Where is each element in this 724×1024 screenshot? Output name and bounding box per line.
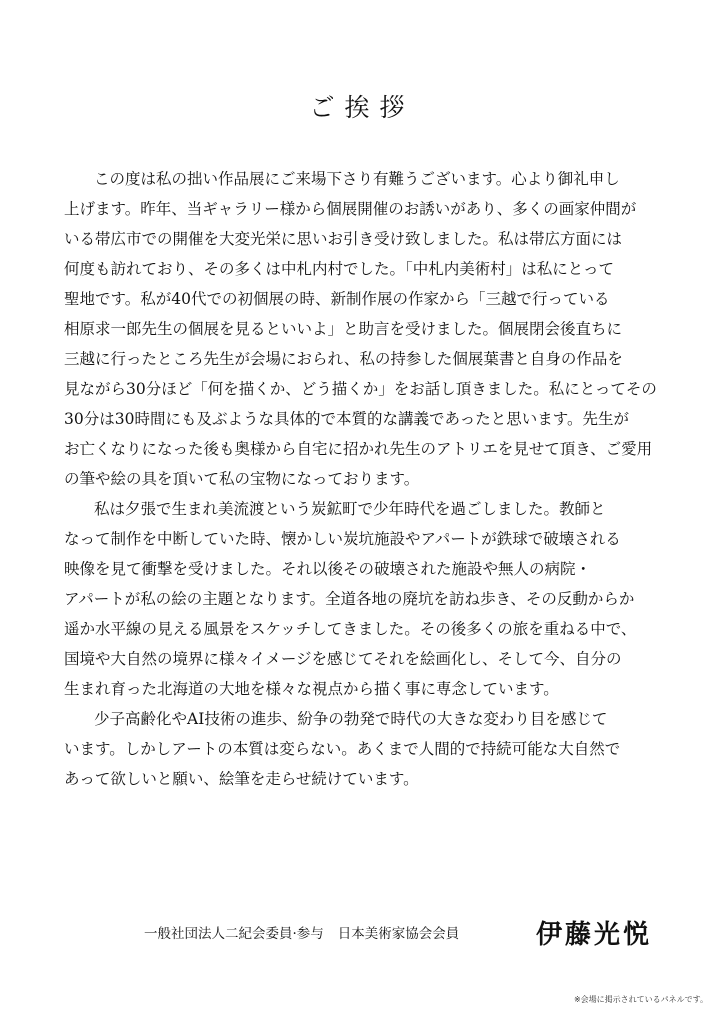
text-line: 遥か水平線の見える風景をスケッチしてきました。その後多くの旅を重ねる中で、: [64, 620, 637, 638]
text-line: 見ながら30分ほど「何を描くか、どう描くか」をお話し頂きました。私にとってその: [64, 380, 657, 398]
affiliation-1: 一般社団法人二紀会委員·参与: [144, 926, 324, 942]
text-line: この度は私の拙い作品展にご来場下さり有難うございます。心より御礼申し: [94, 170, 620, 188]
text-line: 相原求一郎先生の個展を見るといいよ」と助言を受けました。個展閉会後直ちに: [64, 320, 623, 338]
text-line: います。しかしアートの本質は変らない。あくまで人間的で持続可能な大自然で: [64, 740, 621, 758]
signature-block: [64, 912, 664, 952]
text-line: 生まれ育った北海道の大地を様々な視点から描く事に専念しています。: [64, 680, 559, 698]
author-signature: 伊藤光悦: [535, 920, 652, 950]
text-line: 聖地です。私が40代での初個展の時、新制作展の作家から「三越で行っている: [64, 290, 610, 308]
text-line: 国境や大自然の境界に様々イメージを感じてそれを絵画化し、そして今、自分の: [64, 650, 622, 668]
text-line: 三越に行ったところ先生が会場におられ、私の持参した個展葉書と自身の作品を: [64, 350, 623, 368]
text-line: 映像を見て衝撃を受けました。それ以後その破壊された施設や無人の病院・: [64, 560, 592, 578]
text-line: お亡くなりになった後も奥様から自宅に招かれ先生のアトリエを見せて頂き、ご愛用: [64, 440, 653, 458]
text-line: 何度も訪れており、その多くは中札内村でした。「中札内美術村」は私にとって: [64, 260, 614, 278]
greeting-body: [64, 164, 664, 794]
text-line: なって制作を中断していた時、懐かしい炭坑施設やアパートが鉄球で破壊される: [64, 530, 621, 548]
text-line: アパートが私の絵の主題となります。全道各地の廃坑を訪ね歩き、その反動からか: [64, 590, 635, 608]
text-line: の筆や絵の具を頂いて私の宝物になっております。: [64, 470, 420, 488]
text-line: あって欲しいと願い、絵筆を走らせ続けています。: [64, 770, 419, 788]
panel-note: ※会場に掲示されているパネルです。: [573, 995, 708, 1004]
text-line: いる帯広市での開催を大変光栄に思いお引き受け致しました。私は帯広方面には: [64, 230, 623, 248]
text-line: 少子高齢化やAI技術の進歩、紛争の勃発で時代の大きな変わり目を感じて: [94, 710, 608, 728]
page-title: ご挨拶: [309, 93, 415, 122]
affiliation-2: 日本美術家協会会員: [337, 926, 460, 942]
text-line: 私は夕張で生まれ美流渡という炭鉱町で少年時代を過ごしました。教師と: [94, 500, 606, 518]
text-line: 30分は30時間にも及ぶような具体的で本質的な講義であったと思います。先生が: [64, 410, 630, 428]
affiliation: [144, 922, 459, 942]
text-line: 上げます。昨年、当ギャラリー様から個展開催のお誘いがあり、多くの画家仲間が: [64, 200, 637, 218]
